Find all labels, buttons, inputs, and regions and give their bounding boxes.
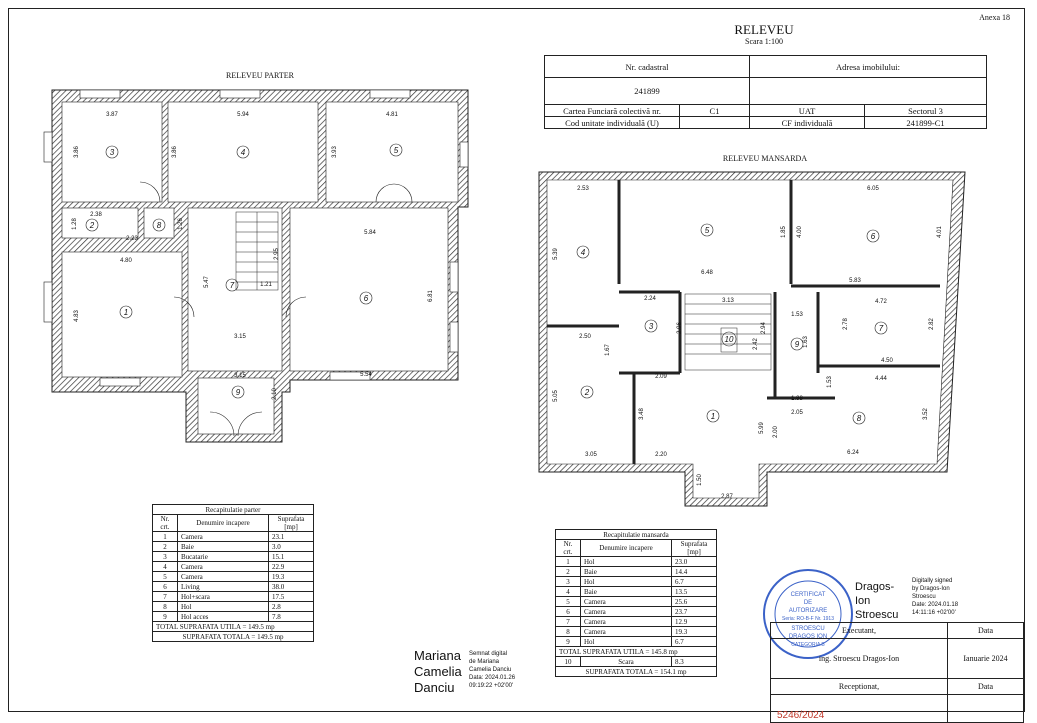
signature-detail-line: Digitally signed: [912, 578, 953, 584]
annex-label: Anexa 18: [979, 13, 1010, 22]
signature-name-line: Stroescu: [855, 609, 899, 621]
table-cell: Hol: [581, 557, 672, 567]
svg-text:3: 3: [109, 148, 115, 157]
cf-colectiva-label: Cartea Funciară colectivă nr.: [545, 105, 680, 117]
table-cell: 5: [153, 572, 178, 582]
table-cell: 12.9: [672, 617, 717, 627]
table-cell: 3: [153, 552, 178, 562]
signature-detail-line: Date: 2024.01.18: [912, 602, 959, 608]
signature-left-name: [414, 648, 462, 696]
executant-name: ing. Stroescu Dragos-Ion: [771, 639, 948, 679]
svg-text:1.50: 1.50: [697, 474, 703, 486]
table-cell: 22.9: [269, 562, 314, 572]
table-cell: Living: [178, 582, 269, 592]
svg-text:3.87: 3.87: [106, 112, 118, 118]
table-cell: Camera: [178, 572, 269, 582]
svg-text:5.83: 5.83: [849, 278, 861, 284]
table-cell: Baie: [581, 587, 672, 597]
cadastral-value: 241899: [545, 78, 750, 105]
receptionat-label: Receptionat,: [771, 679, 948, 695]
table-cell: 7.8: [269, 612, 314, 622]
table-cell: 2.8: [269, 602, 314, 612]
table-cell: Baie: [581, 567, 672, 577]
svg-text:5: 5: [393, 146, 399, 155]
executant-table: [770, 622, 1024, 723]
svg-text:2.23: 2.23: [126, 236, 138, 242]
table-cell: 3: [556, 577, 581, 587]
svg-text:7: 7: [229, 281, 235, 290]
table-row: [153, 612, 314, 622]
table-row: [153, 532, 314, 542]
address-label: Adresa imobilului:: [750, 56, 987, 78]
table-cell: Bucatarie: [178, 552, 269, 562]
stamp-line: AUTORIZARE: [788, 608, 828, 614]
table-row: [153, 542, 314, 552]
room-7-area: [188, 208, 282, 371]
table-cell: Camera: [178, 562, 269, 572]
signature-detail-line: Data: 2024.01.26: [469, 675, 516, 681]
svg-text:6.05: 6.05: [867, 186, 879, 192]
svg-text:2.82: 2.82: [929, 318, 935, 330]
svg-text:2.95: 2.95: [274, 248, 280, 260]
table-cell: 9: [153, 612, 178, 622]
plan-parter-drawing: [40, 82, 480, 467]
signature-name-line: Mariana: [414, 648, 461, 663]
table-row: [556, 577, 717, 587]
svg-text:1.88: 1.88: [791, 396, 803, 402]
svg-text:5.84: 5.84: [364, 230, 376, 236]
svg-text:2: 2: [584, 388, 590, 397]
table-cell: 8.3: [672, 657, 717, 667]
table-cell: 19.3: [672, 627, 717, 637]
svg-text:10: 10: [724, 335, 734, 344]
table-row: [556, 637, 717, 647]
svg-text:1.85: 1.85: [781, 226, 787, 238]
table-row: [556, 557, 717, 567]
uat-value: Sectorul 3: [865, 105, 987, 117]
table-cell: 2: [153, 542, 178, 552]
svg-text:2.24: 2.24: [644, 296, 656, 302]
table-cell: 6.7: [672, 577, 717, 587]
table-cell: Hol+scara: [178, 592, 269, 602]
svg-text:2.94: 2.94: [761, 322, 767, 334]
signature-detail-line: Semnat digital: [469, 651, 508, 657]
table-cell: 23.7: [672, 607, 717, 617]
svg-text:4.72: 4.72: [875, 299, 887, 305]
signature-detail-line: de Mariana: [469, 659, 500, 665]
signature-detail-line: Camelia Danciu: [469, 667, 512, 673]
table-cell: Hol: [581, 637, 672, 647]
svg-text:9: 9: [794, 340, 800, 349]
page-title: RELEVEU: [734, 22, 794, 37]
plan-mansarda-drawing: [535, 168, 975, 508]
table-row: [153, 572, 314, 582]
header-nr: Nr. crt.: [153, 515, 178, 532]
svg-text:3: 3: [648, 322, 654, 331]
recap-parter-table: [152, 504, 314, 642]
svg-text:2: 2: [89, 221, 95, 230]
svg-text:3.86: 3.86: [172, 146, 178, 158]
recap-parter-total-utila: TOTAL SUPRAFATA UTILA = 149.5 mp: [153, 622, 314, 632]
svg-text:3.15: 3.15: [234, 373, 246, 379]
header-suprafata: Suprafata [mp]: [269, 515, 314, 532]
svg-text:2.38: 2.38: [90, 212, 102, 218]
table-cell: 19.3: [269, 572, 314, 582]
table-cell: 6.7: [672, 637, 717, 647]
uat-label: UAT: [750, 105, 865, 117]
table-cell: 38.0: [269, 582, 314, 592]
svg-text:2.20: 2.20: [655, 452, 667, 458]
recap-mansarda-total-utila: TOTAL SUPRAFATA UTILA = 145.8 mp: [556, 647, 717, 657]
svg-text:2.53: 2.53: [577, 186, 589, 192]
table-row: [153, 552, 314, 562]
svg-text:3.93: 3.93: [332, 146, 338, 158]
header-suprafata: Suprafata [mp]: [672, 540, 717, 557]
svg-text:2.10: 2.10: [272, 388, 278, 400]
signature-detail-line: 09:19:22 +02'00': [469, 683, 514, 689]
svg-text:3.48: 3.48: [639, 408, 645, 420]
svg-text:1.63: 1.63: [803, 336, 809, 348]
svg-text:3.52: 3.52: [923, 408, 929, 420]
header-denumire: Denumire incapere: [178, 515, 269, 532]
table-cell: Camera: [581, 607, 672, 617]
svg-text:2.78: 2.78: [843, 318, 849, 330]
signature-name-line: Dragos-: [855, 581, 895, 593]
executant-date-label: Data: [948, 623, 1024, 639]
svg-text:4.81: 4.81: [386, 112, 398, 118]
room-1-area: [62, 252, 182, 377]
header-nr: Nr. crt.: [556, 540, 581, 557]
table-row: [556, 617, 717, 627]
signature-name-line: Camelia: [414, 664, 462, 679]
table-cell: 8: [556, 627, 581, 637]
table-cell: 14.4: [672, 567, 717, 577]
recap-parter-title: Recapitulatie parter: [153, 505, 314, 515]
svg-text:4.01: 4.01: [937, 226, 943, 238]
svg-text:6.81: 6.81: [428, 290, 434, 302]
stamp-line: CATEGORIA B: [791, 642, 825, 648]
signature-name-line: Danciu: [414, 680, 455, 695]
svg-text:5.05: 5.05: [553, 390, 559, 402]
cf-individuala-value: 241899-C1: [865, 117, 987, 129]
receptionat-date: [948, 695, 1024, 723]
svg-text:8: 8: [856, 414, 862, 423]
table-cell: 5: [556, 597, 581, 607]
cod-unitate-label: Cod unitate individuală (U): [545, 117, 680, 129]
signature-detail-line: Stroescu: [912, 594, 936, 600]
table-row: [556, 627, 717, 637]
svg-text:4: 4: [580, 248, 586, 257]
table-cell: Hol: [581, 577, 672, 587]
svg-text:2.87: 2.87: [721, 494, 733, 500]
svg-text:2.09: 2.09: [655, 374, 667, 380]
svg-text:4.00: 4.00: [797, 226, 803, 238]
stamp-line: STROESCU: [791, 626, 825, 632]
svg-text:4: 4: [240, 148, 246, 157]
signature-name-line: Ion: [855, 595, 871, 607]
table-cell: 23.0: [672, 557, 717, 567]
table-cell: 4: [556, 587, 581, 597]
svg-text:1: 1: [710, 412, 716, 421]
table-cell: 17.5: [269, 592, 314, 602]
signature-left-details: [469, 650, 515, 690]
svg-text:5: 5: [704, 226, 710, 235]
table-cell: Hol acces: [178, 612, 269, 622]
svg-text:3.05: 3.05: [585, 452, 597, 458]
svg-text:6: 6: [870, 232, 876, 241]
table-cell: Scara: [581, 657, 672, 667]
table-row: [556, 567, 717, 577]
svg-text:1.21: 1.21: [260, 282, 272, 288]
table-row: [153, 582, 314, 592]
svg-text:6.24: 6.24: [847, 450, 859, 456]
svg-text:4.44: 4.44: [875, 376, 887, 382]
svg-text:5.94: 5.94: [237, 112, 249, 118]
recap-mansarda-table: [555, 529, 717, 677]
table-cell: 10: [556, 657, 581, 667]
table-cell: Baie: [178, 542, 269, 552]
address-value: [750, 78, 987, 105]
table-cell: Camera: [581, 617, 672, 627]
svg-text:5.39: 5.39: [553, 248, 559, 260]
table-row: [556, 587, 717, 597]
cf-colectiva-value: C1: [680, 105, 750, 117]
svg-text:2.42: 2.42: [753, 338, 759, 350]
cod-unitate-value: [680, 117, 750, 129]
svg-text:9: 9: [235, 388, 241, 397]
table-cell: Camera: [581, 597, 672, 607]
svg-text:6.48: 6.48: [701, 270, 713, 276]
executant-label: Executant,: [771, 623, 948, 639]
svg-text:1.67: 1.67: [605, 344, 611, 356]
svg-text:3.15: 3.15: [234, 334, 246, 340]
receptionat-date-label: Data: [948, 679, 1024, 695]
recap-mansarda-total: SUPRAFATA TOTALA = 154.1 mp: [556, 667, 717, 677]
svg-text:4.83: 4.83: [74, 310, 80, 322]
table-cell: 3.0: [269, 542, 314, 552]
table-cell: Camera: [581, 627, 672, 637]
table-cell: 7: [556, 617, 581, 627]
table-cell: 23.1: [269, 532, 314, 542]
table-row: [153, 562, 314, 572]
plan-mansarda-title: RELEVEU MANSARDA: [722, 154, 808, 163]
svg-text:8: 8: [156, 221, 162, 230]
table-row: [556, 597, 717, 607]
table-cell: 13.5: [672, 587, 717, 597]
stamp-line: DRAGOS ION: [788, 634, 828, 640]
svg-text:1.28: 1.28: [72, 218, 78, 230]
svg-text:1.53: 1.53: [791, 312, 803, 318]
table-cell: 2: [556, 567, 581, 577]
signature-detail-line: by Dragos-Ion: [912, 586, 950, 592]
executant-date: Ianuarie 2024: [948, 639, 1024, 679]
svg-text:3.86: 3.86: [74, 146, 80, 158]
table-cell: 6: [153, 582, 178, 592]
recap-mansarda-title: Recapitulatie mansarda: [556, 530, 717, 540]
table-cell: 1: [153, 532, 178, 542]
cadastral-label: Nr. cadastral: [545, 56, 750, 78]
table-row: [556, 607, 717, 617]
table-cell: 1: [556, 557, 581, 567]
signature-right-name: [855, 580, 898, 622]
table-cell: 4: [153, 562, 178, 572]
table-cell: 8: [153, 602, 178, 612]
cf-individuala-label: CF individuală: [750, 117, 865, 129]
svg-text:4.80: 4.80: [120, 258, 132, 264]
registration-number: 5246/2024: [771, 695, 948, 723]
table-cell: 25.6: [672, 597, 717, 607]
svg-text:2.05: 2.05: [791, 410, 803, 416]
plan-parter-title: RELEVEU PARTER: [226, 71, 294, 80]
property-info-table: [544, 55, 987, 129]
svg-text:2.00: 2.00: [773, 426, 779, 438]
svg-text:5.54: 5.54: [360, 372, 372, 378]
svg-text:2.96: 2.96: [677, 322, 683, 334]
table-cell: Camera: [178, 532, 269, 542]
signature-detail-line: 14:11:16 +02'00': [912, 610, 956, 616]
header-denumire: Denumire incapere: [581, 540, 672, 557]
recap-parter-total: SUPRAFATA TOTALA = 149.5 mp: [153, 632, 314, 642]
svg-text:4.50: 4.50: [881, 358, 893, 364]
table-cell: 7: [153, 592, 178, 602]
page-scale: Scara 1:100: [745, 37, 783, 46]
svg-text:7: 7: [878, 324, 884, 333]
svg-text:2.50: 2.50: [579, 334, 591, 340]
table-cell: Hol: [178, 602, 269, 612]
stamp-line: DE: [803, 600, 813, 606]
svg-text:1.53: 1.53: [827, 376, 833, 388]
svg-text:1.26: 1.26: [178, 218, 184, 230]
stamp-line: CERTIFICAT: [790, 592, 826, 598]
table-row: [153, 602, 314, 612]
signature-right-details: [912, 577, 958, 617]
stamp-line: Seria: RO-B-F Nr. 1913: [782, 616, 834, 622]
svg-text:5.99: 5.99: [759, 422, 765, 434]
svg-text:5.47: 5.47: [204, 276, 210, 288]
svg-text:1: 1: [123, 308, 129, 317]
table-cell: 6: [556, 607, 581, 617]
svg-text:3.13: 3.13: [722, 298, 734, 304]
table-cell: 9: [556, 637, 581, 647]
table-cell: 15.1: [269, 552, 314, 562]
table-row: [153, 592, 314, 602]
svg-text:6: 6: [363, 294, 369, 303]
